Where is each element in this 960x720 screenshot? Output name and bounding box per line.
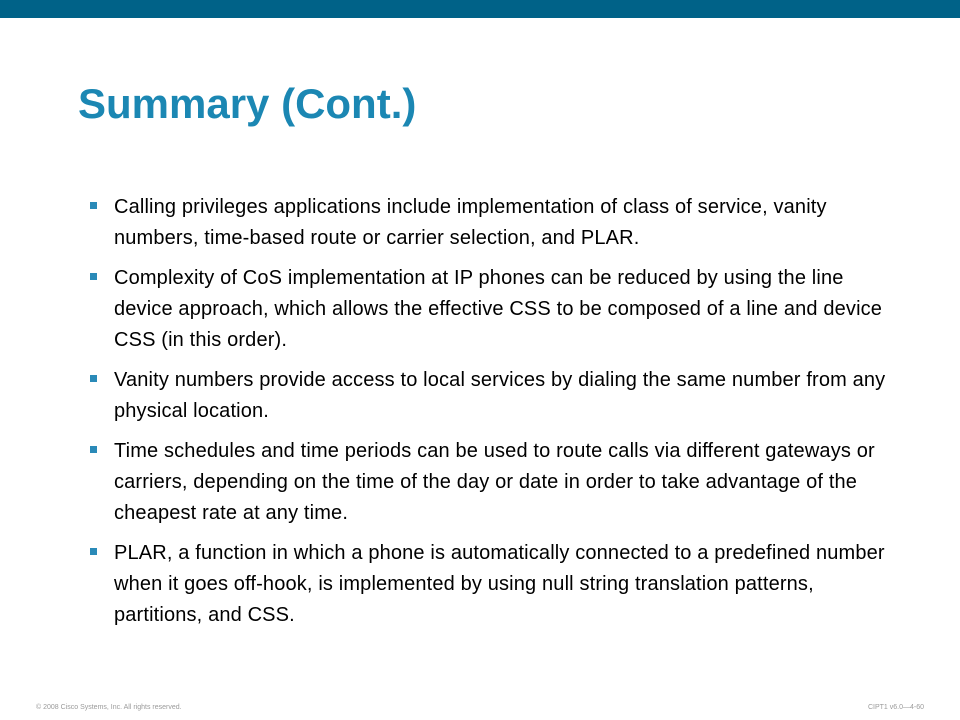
square-bullet-icon — [88, 192, 114, 224]
slide-title: Summary (Cont.) — [78, 80, 417, 127]
footer-course-ref: CIPT1 v6.0—4-60 — [867, 704, 924, 711]
bullet-text: Time schedules and time periods can be used to route calls via different gateways or carriers, depending on the time of the day or date in order to take advantage of the cheapest rate at any time. — [114, 440, 875, 524]
square-bullet-icon — [88, 263, 114, 295]
top-accent-bar — [0, 0, 960, 18]
bullet-item — [88, 365, 888, 427]
bullet-text: Calling privileges applications include implementation of class of service, vanity numbers, time-based route or carrier selection, and PLAR. — [114, 196, 827, 249]
bullet-text: PLAR, a function in which a phone is automatically connected to a predefined number when it goes off-hook, is implemented by using null string translation patterns, partitions, and CSS. — [114, 542, 885, 626]
footer-copyright: © 2008 Cisco Systems, Inc. All rights reserved. — [36, 704, 182, 711]
bullet-item — [88, 263, 888, 356]
square-bullet-icon — [88, 436, 114, 468]
bullet-item — [88, 192, 888, 254]
square-bullet-icon — [88, 538, 114, 570]
bullet-item — [88, 538, 888, 631]
bullet-item — [88, 436, 888, 529]
bullet-list — [88, 192, 888, 640]
square-bullet-icon — [88, 365, 114, 397]
bullet-text: Complexity of CoS implementation at IP phones can be reduced by using the line device approach, which allows the effective CSS to be composed of a line and device CSS (in this order). — [114, 267, 883, 351]
bullet-text: Vanity numbers provide access to local services by dialing the same number from any physical location. — [114, 369, 886, 422]
